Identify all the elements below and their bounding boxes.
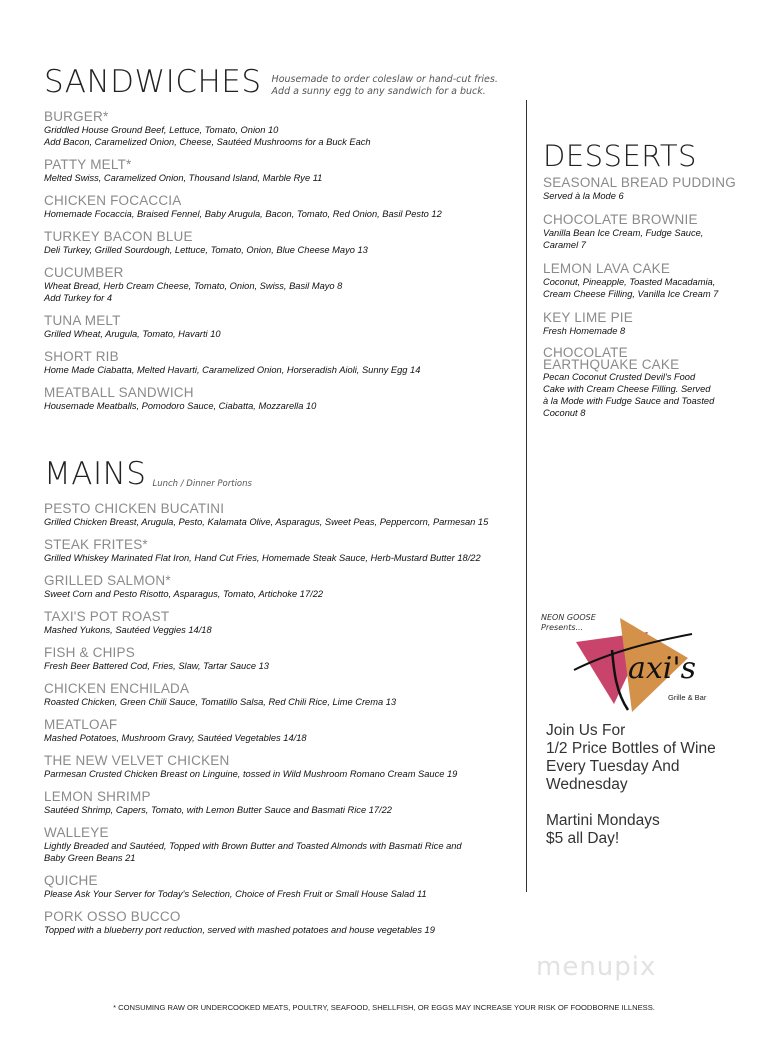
item-description: Housemade Meatballs, Pomodoro Sauce, Ciabatta, Mozzarella 10: [44, 401, 317, 411]
martini-promo: [546, 812, 716, 848]
item-description: Lightly Breaded and Sautéed, Topped with Brown Butter and Toasted Almonds with Basmati Rice and: [44, 841, 462, 851]
menu-item: [44, 609, 524, 636]
sandwiches-note-line: Housemade to order coleslaw or hand-cut fries.: [271, 74, 498, 85]
item-name: PESTO CHICKEN BUCATINI: [44, 501, 225, 516]
promo-text: [546, 722, 716, 866]
item-description: Fresh Beer Battered Cod, Fries, Slaw, Tartar Sauce 13: [44, 661, 269, 671]
item-description: Deli Turkey, Grilled Sourdough, Lettuce, Tomato, Onion, Blue Cheese Mayo 13: [44, 245, 368, 255]
column-divider: [526, 100, 527, 892]
sandwiches-note-line: Add a sunny egg to any sandwich for a buck.: [271, 86, 486, 97]
item-description: Add Turkey for 4: [44, 293, 113, 303]
menu-item: [543, 261, 763, 300]
desserts-header: [543, 140, 697, 172]
menu-item: [44, 909, 524, 936]
item-name: LEMON LAVA CAKE: [543, 261, 671, 276]
sandwiches-list: [44, 109, 514, 421]
menu-item: [44, 753, 524, 780]
item-description: Homemade Focaccia, Braised Fennel, Baby Arugula, Bacon, Tomato, Red Onion, Basil Pesto 12: [44, 209, 442, 219]
item-description: Mashed Yukons, Sautéed Veggies 14/18: [44, 625, 212, 635]
menu-item: [44, 681, 524, 708]
menu-item: [44, 109, 514, 148]
item-description: Griddled House Ground Beef, Lettuce, Tomato, Onion 10: [44, 125, 279, 135]
item-name: MEATBALL SANDWICH: [44, 385, 194, 400]
svg-text:axi's: axi's: [628, 651, 697, 686]
menu-item: [44, 501, 524, 528]
item-description: Sweet Corn and Pesto Risotto, Asparagus, Tomato, Artichoke 17/22: [44, 589, 324, 599]
promo-line: $5 all Day!: [546, 830, 620, 847]
item-name: SHORT RIB: [44, 349, 119, 364]
item-name: BURGER*: [44, 109, 109, 124]
mains-heading: MAINS: [44, 456, 147, 492]
menu-item: [44, 229, 514, 256]
menu-item: [543, 310, 763, 337]
promo-line: Wednesday: [546, 776, 628, 793]
wine-promo: [546, 722, 716, 794]
item-name: GRILLED SALMON*: [44, 573, 171, 588]
item-name: PORK OSSO BUCCO: [44, 909, 181, 924]
promo-line: Martini Mondays: [546, 812, 660, 829]
item-description: Vanilla Bean Ice Cream, Fudge Sauce,: [543, 228, 704, 238]
item-description: Wheat Bread, Herb Cream Cheese, Tomato, Onion, Swiss, Basil Mayo 8: [44, 281, 343, 291]
item-name: QUICHE: [44, 873, 98, 888]
mains-header: [44, 458, 252, 490]
menu-item: [44, 825, 524, 864]
item-name: CHICKEN FOCACCIA: [44, 193, 182, 208]
menu-item: [44, 537, 524, 564]
item-description: Served à la Mode 6: [543, 191, 624, 201]
item-description: Sautéed Shrimp, Capers, Tomato, with Lemon Butter Sauce and Basmati Rice 17/22: [44, 805, 392, 815]
menu-item: [44, 789, 524, 816]
item-name: WALLEYE: [44, 825, 109, 840]
menu-item: [44, 313, 514, 340]
item-name: CHICKEN ENCHILADA: [44, 681, 190, 696]
menu-item: [44, 873, 524, 900]
item-name: TUNA MELT: [44, 313, 121, 328]
promo-line: Every Tuesday And: [546, 758, 680, 775]
item-name: PATTY MELT*: [44, 157, 132, 172]
item-description: Add Bacon, Caramelized Onion, Cheese, Sautéed Mushrooms for a Buck Each: [44, 137, 371, 147]
desserts-heading: DESSERTS: [543, 139, 697, 173]
item-name: CUCUMBER: [44, 265, 124, 280]
item-description: Topped with a blueberry port reduction, served with mashed potatoes and house vegetables 19: [44, 925, 435, 935]
menu-item: [543, 347, 763, 419]
item-description: Roasted Chicken, Green Chili Sauce, Tomatillo Salsa, Red Chili Rice, Lime Crema 13: [44, 697, 397, 707]
item-name: TURKEY BACON BLUE: [44, 229, 193, 244]
menu-item: [44, 349, 514, 376]
presents-label: Presents...: [541, 623, 584, 632]
item-description: Coconut, Pineapple, Toasted Macadamia,: [543, 277, 716, 287]
sandwiches-header: [44, 66, 498, 98]
item-description: Fresh Homemade 8: [543, 326, 626, 336]
promo-line: Join Us For: [546, 722, 626, 739]
sandwiches-note: [272, 74, 498, 98]
promo-line: 1/2 Price Bottles of Wine: [546, 740, 716, 757]
item-name: STEAK FRITES*: [44, 537, 148, 552]
taxis-logo: [570, 612, 730, 712]
item-name: FISH & CHIPS: [44, 645, 135, 660]
item-name: MEATLOAF: [44, 717, 118, 732]
item-name: CHOCOLATE: [543, 345, 628, 360]
presenter-name: NEON GOOSE: [541, 613, 596, 622]
item-description: Pecan Coconut Crusted Devil's Food: [543, 372, 696, 382]
item-description: Grilled Wheat, Arugula, Tomato, Havarti 10: [44, 329, 221, 339]
mains-list: [44, 501, 524, 945]
item-description: Parmesan Crusted Chicken Breast on Linguine, tossed in Wild Mushroom Romano Cream Sauce 19: [44, 769, 458, 779]
item-description: Coconut 8: [543, 408, 586, 418]
item-description: Baby Green Beans 21: [44, 853, 136, 863]
desserts-list: [543, 175, 763, 429]
item-description: Grilled Chicken Breast, Arugula, Pesto, Kalamata Olive, Asparagus, Sweet Peas, Peppercorn, Parmesan 15: [44, 517, 489, 527]
menu-item: [44, 265, 514, 304]
item-description: Home Made Ciabatta, Melted Havarti, Caramelized Onion, Horseradish Aioli, Sunny Egg 14: [44, 365, 421, 375]
menu-item: [543, 212, 763, 251]
logo-tagline: Grille & Bar: [668, 693, 707, 702]
item-description: à la Mode with Fudge Sauce and Toasted: [543, 396, 715, 406]
item-name: CHOCOLATE BROWNIE: [543, 212, 698, 227]
item-name: THE NEW VELVET CHICKEN: [44, 753, 230, 768]
menu-item: [44, 645, 524, 672]
item-description: Please Ask Your Server for Today's Selection, Choice of Fresh Fruit or Small House Salad 11: [44, 889, 427, 899]
item-name: EARTHQUAKE CAKE: [543, 357, 680, 372]
menupix-watermark: menupix: [536, 952, 657, 982]
item-description: Mashed Potatoes, Mushroom Gravy, Sautéed Vegetables 14/18: [44, 733, 307, 743]
menu-item: [44, 193, 514, 220]
menu-item: [44, 573, 524, 600]
sandwiches-heading: SANDWICHES: [44, 64, 262, 100]
item-description: Melted Swiss, Caramelized Onion, Thousand Island, Marble Rye 11: [44, 173, 323, 183]
mains-note: Lunch / Dinner Portions: [152, 479, 252, 489]
item-description: Cream Cheese Filling, Vanilla Ice Cream 7: [543, 289, 719, 299]
item-name: TAXI'S POT ROAST: [44, 609, 170, 624]
menu-item: [44, 717, 524, 744]
item-name: SEASONAL BREAD PUDDING: [543, 175, 736, 190]
item-name: LEMON SHRIMP: [44, 789, 151, 804]
food-safety-disclaimer: * CONSUMING RAW OR UNDERCOOKED MEATS, POULTRY, SEAFOOD, SHELLFISH, OR EGGS MAY INCREASE YOUR RISK OF FOODBORNE ILLNESS.: [113, 1003, 655, 1012]
item-description: Caramel 7: [543, 240, 586, 250]
menu-item: [44, 385, 514, 412]
item-name: KEY LIME PIE: [543, 310, 633, 325]
item-description: Cake with Cream Cheese Filling. Served: [543, 384, 711, 394]
menu-item: [44, 157, 514, 184]
menu-item: [543, 175, 763, 202]
item-description: Grilled Whiskey Marinated Flat Iron, Hand Cut Fries, Homemade Steak Sauce, Herb-Mustard Butter 18/22: [44, 553, 481, 563]
